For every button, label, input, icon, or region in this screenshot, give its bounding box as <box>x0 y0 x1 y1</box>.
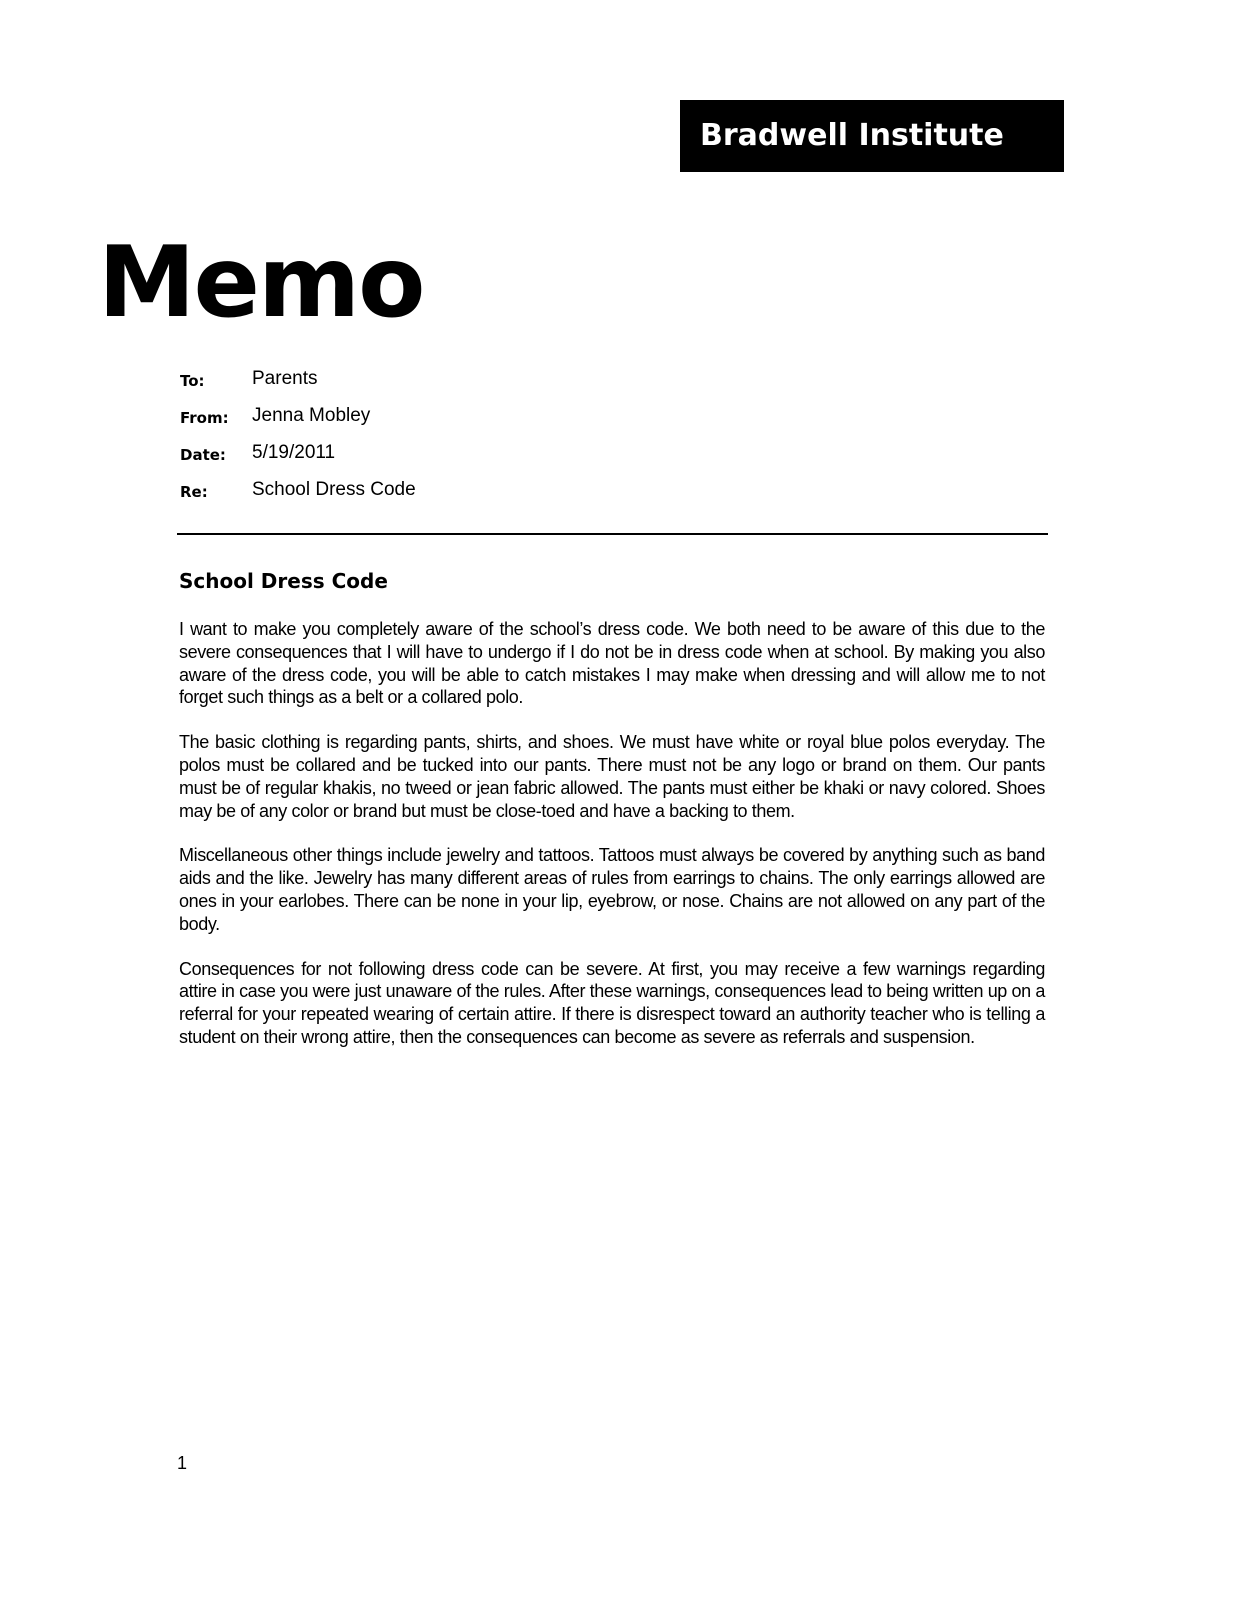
memo-header-fields <box>180 366 780 514</box>
memo-body <box>179 618 1045 1071</box>
body-paragraph-jewelry: Miscellaneous other things include jewelry and tattoos. Tattoos must always be covered by anything such as band aids and the like. Jewelry has many different areas of rules from earrings to chains. The only earrings allowed are ones in your earlobes. There can be none in your lip, eyebrow, or nose. Chains are not allowed on any part of the body. <box>179 845 1045 934</box>
body-paragraph-clothing: The basic clothing is regarding pants, shirts, and shoes. We must have white or royal blue polos everyday. The polos must be collared and be tucked into our pants. There must not be any logo or brand on them. Our pants must be of regular khakis, no tweed or jean fabric allowed. The pants must either be khaki or navy colored. Shoes may be of any color or brand but must be close-toed and have a backing to them. <box>179 732 1045 821</box>
brand-banner <box>680 100 1064 172</box>
field-to-label: To: <box>180 372 205 390</box>
field-re <box>180 477 780 514</box>
field-date-value: 5/19/2011 <box>252 442 336 463</box>
field-re-label: Re: <box>180 483 208 501</box>
memo-title: Memo <box>98 226 424 340</box>
body-paragraph-consequences: Consequences for not following dress code can be severe. At first, you may receive a few warnings regarding attire in case you were just unaware of the rules. After these warnings, consequences lead to being written up on a referral for your repeated wearing of certain attire. If there is disrespect toward an authority teacher who is telling a student on their wrong attire, then the consequences can become as severe as referrals and suspension. <box>179 958 1045 1047</box>
page-number: 1 <box>177 1453 188 1473</box>
field-date-label: Date: <box>180 446 226 464</box>
section-heading: School Dress Code <box>179 569 388 593</box>
field-re-value: School Dress Code <box>252 479 416 500</box>
field-date <box>180 440 780 477</box>
brand-name: Bradwell Institute <box>700 118 1004 153</box>
field-from-label: From: <box>180 409 229 427</box>
field-from-value: Jenna Mobley <box>252 405 371 426</box>
body-paragraph-intro: I want to make you completely aware of the school’s dress code. We both need to be aware of this due to the severe consequences that I will have to undergo if I do not be in dress code when at school. By making you also aware of the dress code, you will be able to catch mistakes I may make when dressing and will allow me to not forget such things as a belt or a collared polo. <box>179 619 1045 708</box>
field-from <box>180 403 780 440</box>
field-to <box>180 366 780 403</box>
header-divider <box>177 533 1048 535</box>
field-to-value: Parents <box>252 368 318 389</box>
